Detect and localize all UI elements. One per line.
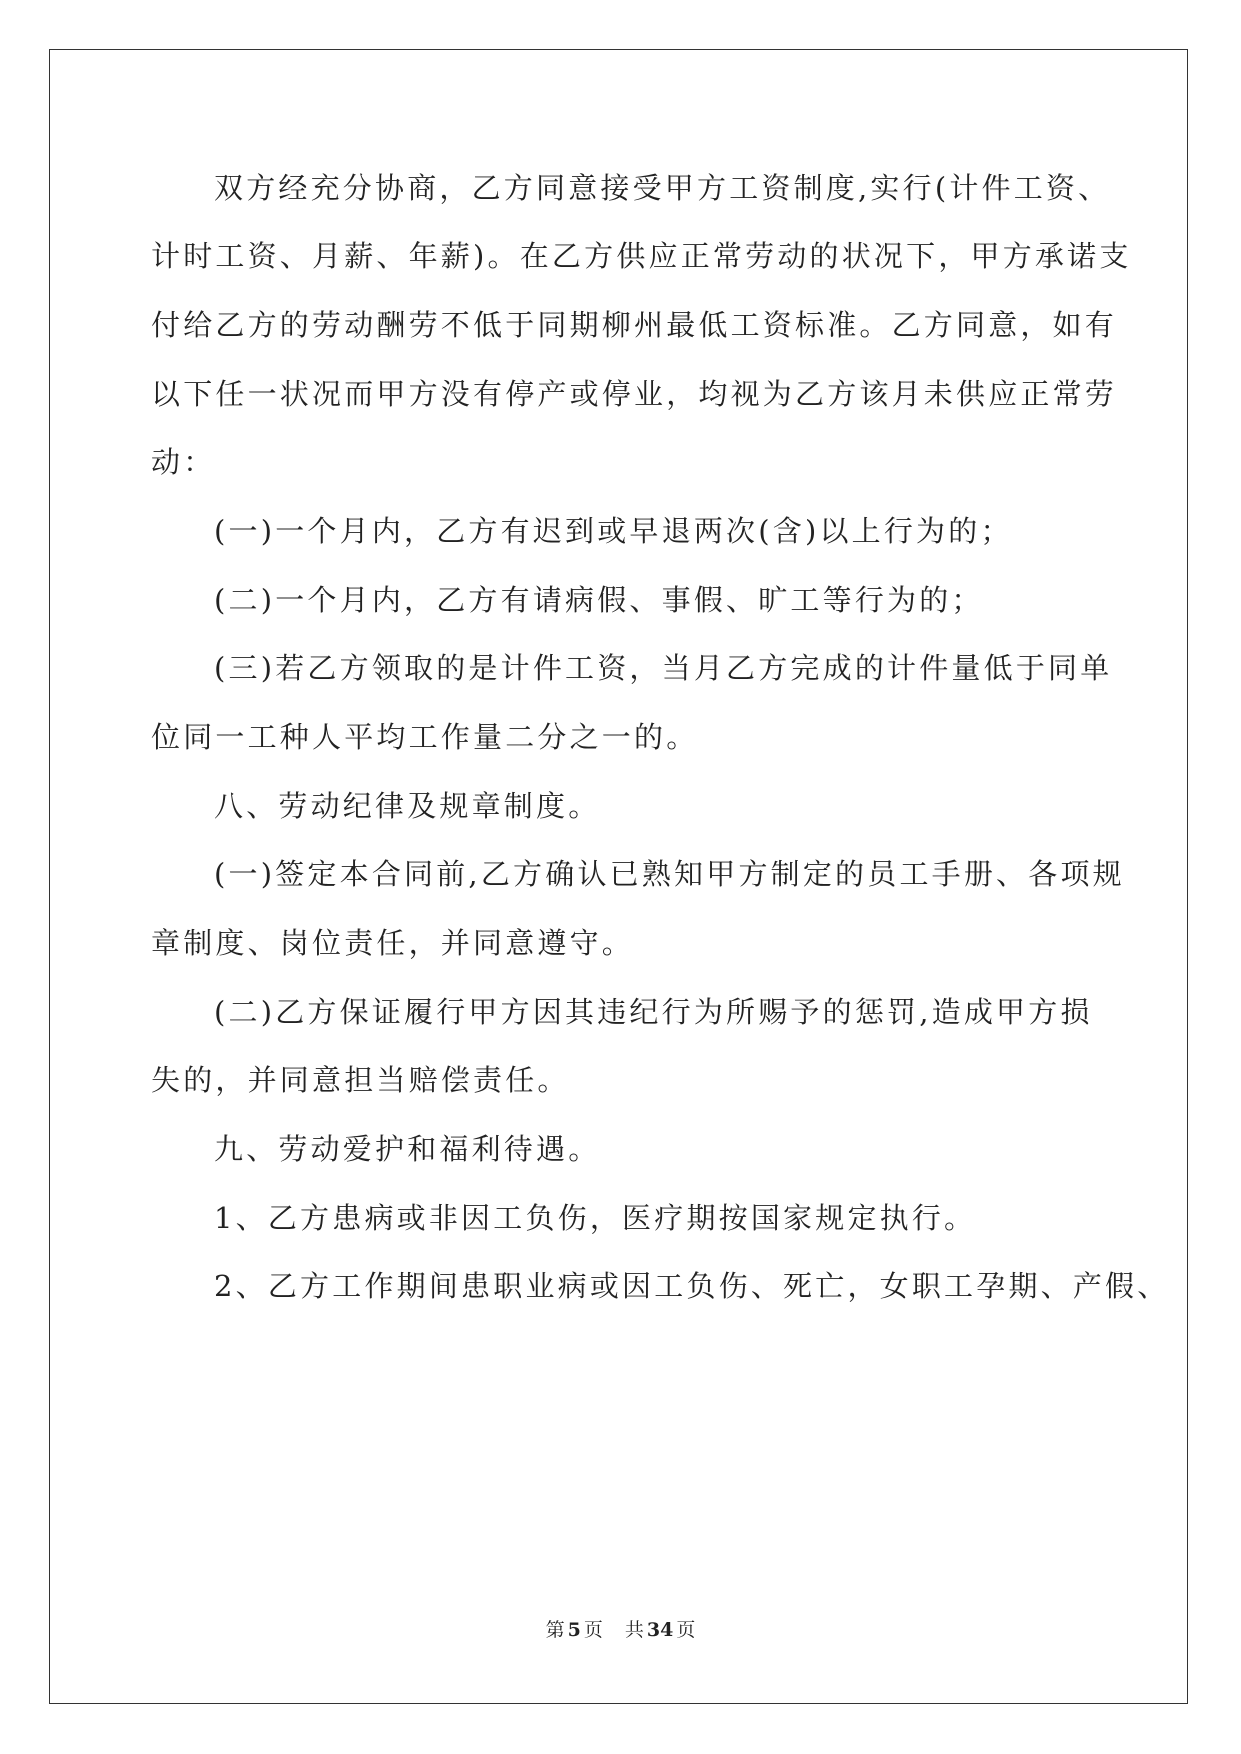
- text-line: 计时工资、月薪、年薪)。在乙方供应正常劳动的状况下，甲方承诺支: [151, 239, 1132, 273]
- list-item: 1、乙方患病或非因工负伤，医疗期按国家规定执行。: [214, 1201, 977, 1235]
- total-suffix: 页: [676, 1619, 696, 1641]
- page-suffix: 页: [583, 1619, 603, 1641]
- section-heading: 八、劳动纪律及规章制度。: [214, 789, 601, 823]
- total-pages: 34: [646, 1619, 674, 1641]
- list-item: (一)签定本合同前,乙方确认已熟知甲方制定的员工手册、各项规: [214, 857, 1125, 891]
- total-prefix: 共: [624, 1619, 644, 1641]
- text-line: 动：: [151, 445, 216, 479]
- text-line: 章制度、岗位责任，并同意遵守。: [151, 926, 635, 960]
- page-number: 5: [567, 1619, 581, 1641]
- list-item: 2、乙方工作期间患职业病或因工负伤、死亡，女职工孕期、产假、: [214, 1269, 1170, 1303]
- list-item: (一)一个月内，乙方有迟到或早退两次(含)以上行为的；: [214, 514, 1013, 548]
- page-prefix: 第: [545, 1619, 565, 1641]
- list-item: (三)若乙方领取的是计件工资，当月乙方完成的计件量低于同单: [214, 651, 1113, 685]
- text-line: 付给乙方的劳动酬劳不低于同期柳州最低工资标准。乙方同意，如有: [151, 308, 1118, 342]
- text-line: 位同一工种人平均工作量二分之一的。: [151, 720, 699, 754]
- page-footer: [0, 1618, 1241, 1642]
- list-item: (二)乙方保证履行甲方因其违纪行为所赐予的惩罚,造成甲方损: [214, 995, 1093, 1029]
- text-line: 以下任一状况而甲方没有停产或停业，均视为乙方该月未供应正常劳: [151, 377, 1118, 411]
- section-heading: 九、劳动爱护和福利待遇。: [214, 1132, 601, 1166]
- text-line: 失的，并同意担当赔偿责任。: [151, 1063, 570, 1097]
- text-line: 双方经充分协商，乙方同意接受甲方工资制度,实行(计件工资、: [214, 171, 1111, 205]
- list-item: (二)一个月内，乙方有请病假、事假、旷工等行为的；: [214, 583, 984, 617]
